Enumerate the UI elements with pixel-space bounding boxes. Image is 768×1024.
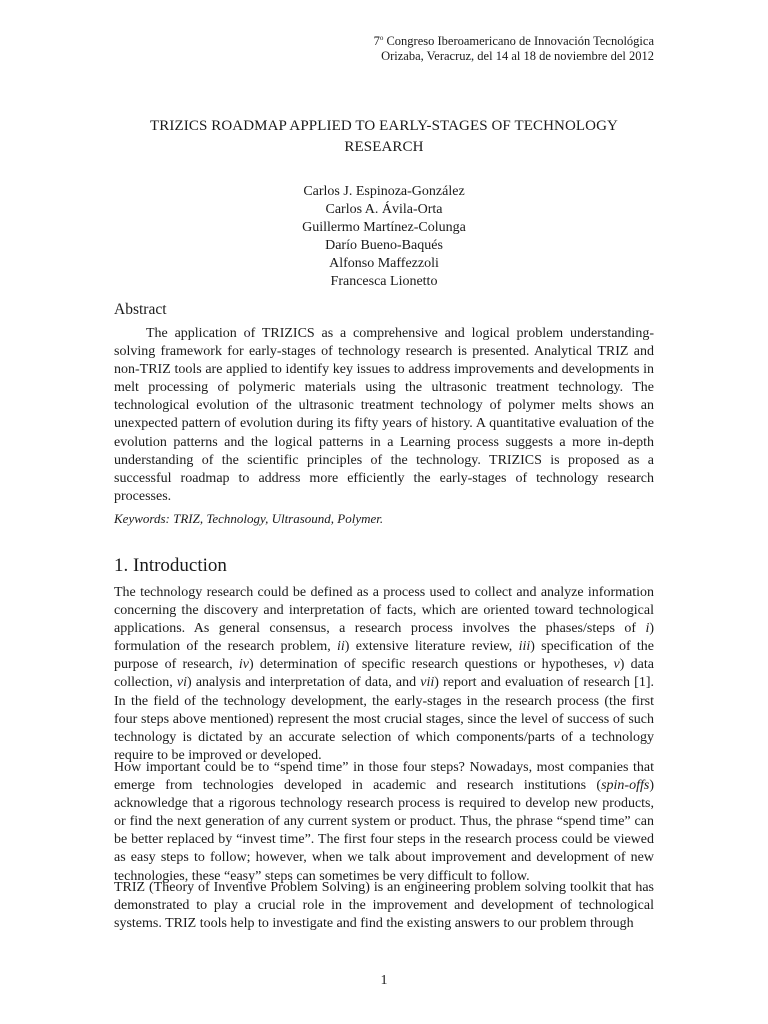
- abstract-text: The application of TRIZICS as a comprehensive and logical problem understanding-solving framework for early-stages of technology research is presented. Analytical TRIZ and non-TRIZ tools are applied to identify key issues to address improvements and developments in melt processing of polymeric materials using the ultrasonic treatment technology. The technological evolution of the ultrasonic treatment technology of polymer melts shows an unexpected pattern of evolution during its fifty years of history. A quantitative evaluation of the evolution patterns and the logical patterns in a Learning process suggests a more in-depth understanding of the scientific principles of the technology. TRIZICS is proposed as a successful roadmap to address more efficiently the early-stages of technology research processes.: [114, 326, 654, 504]
- section-heading-introduction: 1. Introduction: [114, 555, 227, 576]
- abstract-heading: Abstract: [114, 301, 167, 318]
- page-number: 1: [380, 973, 388, 988]
- paper-title: TRIZICS ROADMAP APPLIED TO EARLY-STAGES OF TECHNOLOGY RESEARCH: [150, 118, 618, 155]
- author: Guillermo Martínez-Colunga: [302, 220, 466, 235]
- author: Francesca Lionetto: [330, 274, 438, 289]
- author: Alfonso Maffezzoli: [329, 256, 439, 271]
- intro-paragraph-3: TRIZ (Theory of Inventive Problem Solving) is an engineering problem solving toolkit that has demonstrated to play a crucial role in the improvement and development of technological systems. TRIZ tools help to investigate and find the existing answers to our problem through: [114, 880, 654, 932]
- intro-paragraph-2: How important could be to “spend time” in those four steps? Nowadays, most companies that emerge from technologies developed in academic and research institutions (spin-offs) acknowledge that a rigorous technology research process is required to develop new products, or find the next generation of any current system or product. Thus, the phrase “spend time” can be better replaced by “invest time”. The first four steps in the research process could be viewed as easy steps to follow; however, when we talk about improvement and development of new technologies, these “easy” steps can sometimes be very difficult to follow.: [114, 760, 654, 884]
- header-line-2: Orizaba, Veracruz, del 14 al 18 de noviembre del 2012: [381, 49, 654, 64]
- intro-paragraph-1: The technology research could be defined as a process used to collect and analyze information concerning the discovery and interpretation of facts, which are oriented toward technological applications. As general consensus, a research process involves the phases/steps of i) formulation of the research problem, ii) extensive literature review, iii) specification of the purpose of research, iv) determination of specific research questions or hypotheses, v) data collection, vi) analysis and interpretation of data, and vii) report and evaluation of research [1]. In the field of the technology development, the early-stages in the research process (the first four steps above mentioned) represent the most crucial stages, since the level of success of such technology is dictated by an accurate selection of which components/parts of a technology require to be improved or developed.: [114, 585, 655, 763]
- keywords: Keywords: TRIZ, Technology, Ultrasound, Polymer.: [114, 511, 384, 526]
- conference-header: [374, 31, 654, 64]
- author: Darío Bueno-Baqués: [325, 238, 443, 253]
- author: Carlos J. Espinoza-González: [303, 184, 465, 199]
- author: Carlos A. Ávila-Orta: [325, 202, 443, 217]
- header-line-1: 7$^o$ Congreso Iberoamericano de Innovación Tecnológica: [373, 34, 654, 49]
- author-list: [110, 183, 658, 291]
